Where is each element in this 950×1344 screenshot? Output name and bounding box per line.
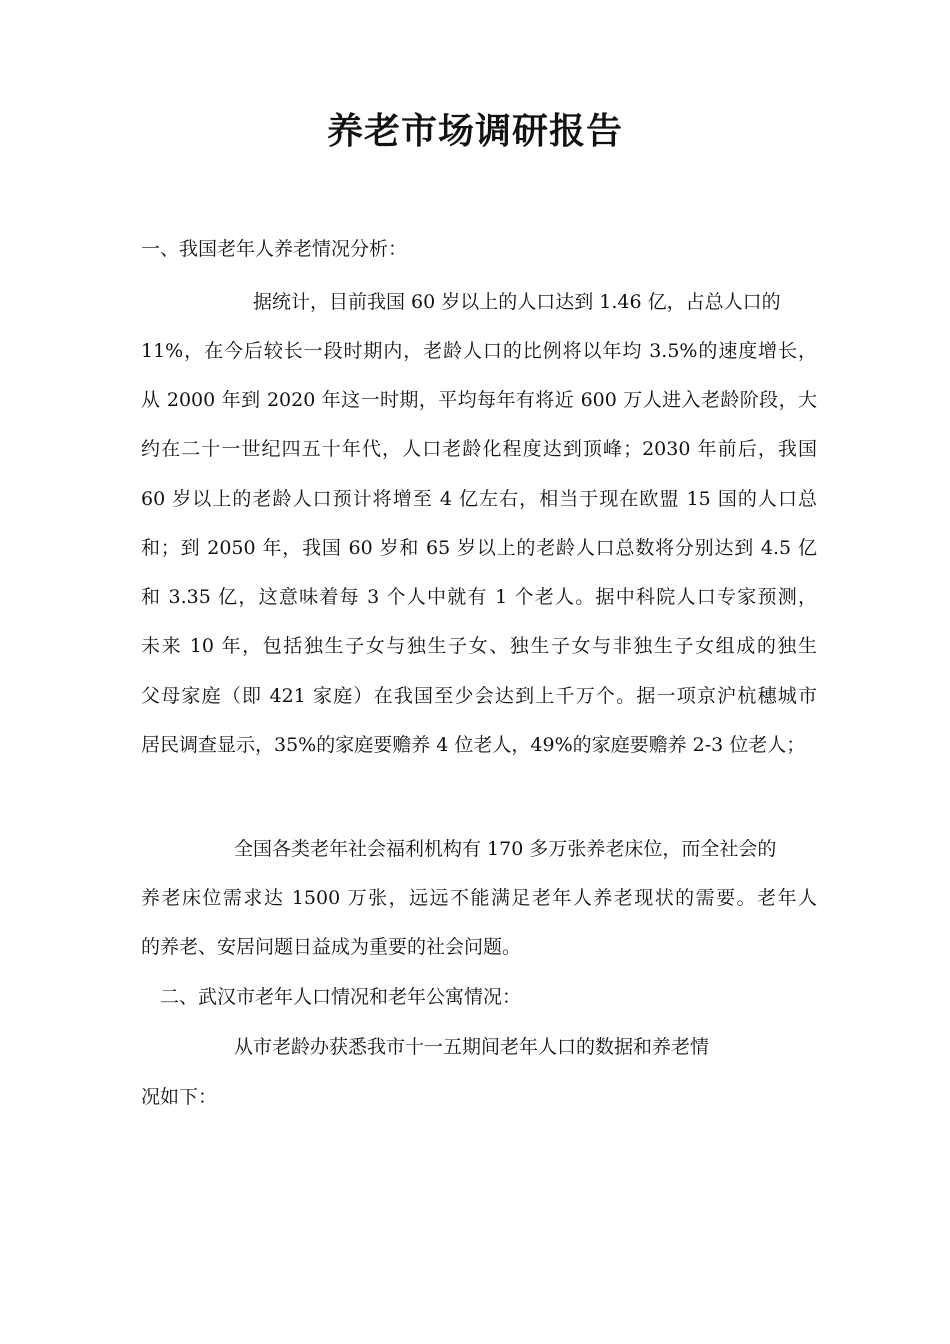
paragraph-1-line-5: 60 岁以上的老龄人口预计将增至 4 亿左右，相当于现在欧盟 15 国的人口总: [141, 488, 817, 510]
paragraph-2-line-2: 养老床位需求达 1500 万张，远远不能满足老年人养老现状的需要。老年人: [141, 887, 817, 909]
paragraph-3-line-1: 从市老龄办获悉我市十一五期间老年人口的数据和养老情: [234, 1036, 710, 1058]
paragraph-1-line-7: 和 3.35 亿，这意味着每 3 个人中就有 1 个老人。据中科院人口专家预测，: [141, 586, 817, 608]
document-title: 养老市场调研报告: [326, 111, 623, 152]
paragraph-3-line-2: 况如下：: [141, 1086, 218, 1108]
section-heading-1: 一、我国老年人养老情况分析：: [141, 238, 408, 260]
paragraph-1-line-9: 父母家庭（即 421 家庭）在我国至少会达到上千万个。据一项京沪杭穗城市: [141, 685, 817, 707]
paragraph-1-line-3: 从 2000 年到 2020 年这一时期，平均每年有将近 600 万人进入老龄阶段，大: [141, 389, 817, 411]
paragraph-1-line-8: 未来 10 年，包括独生子女与独生子女、独生子女与非独生子女组成的独生: [141, 635, 817, 657]
paragraph-1-line-1: 据统计，目前我国 60 岁以上的人口达到 1.46 亿，占总人口的: [253, 291, 781, 313]
paragraph-2-line-3: 的养老、安居问题日益成为重要的社会问题。: [141, 936, 522, 958]
paragraph-1-line-6: 和；到 2050 年，我国 60 岁和 65 岁以上的老龄人口总数将分别达到 4.5 亿: [141, 537, 817, 559]
paragraph-1-line-4: 约在二十一世纪四五十年代，人口老龄化程度达到顶峰；2030 年前后，我国: [141, 438, 817, 460]
paragraph-2-line-1: 全国各类老年社会福利机构有 170 多万张养老床位，而全社会的: [234, 838, 777, 860]
section-heading-2: 二、武汉市老年人口情况和老年公寓情况：: [160, 986, 522, 1008]
paragraph-1-line-10: 居民调查显示，35%的家庭要赡养 4 位老人，49%的家庭要赡养 2-3 位老人；: [141, 734, 806, 756]
paragraph-1-line-2: 11%，在今后较长一段时期内，老龄人口的比例将以年均 3.5%的速度增长，: [141, 340, 817, 362]
